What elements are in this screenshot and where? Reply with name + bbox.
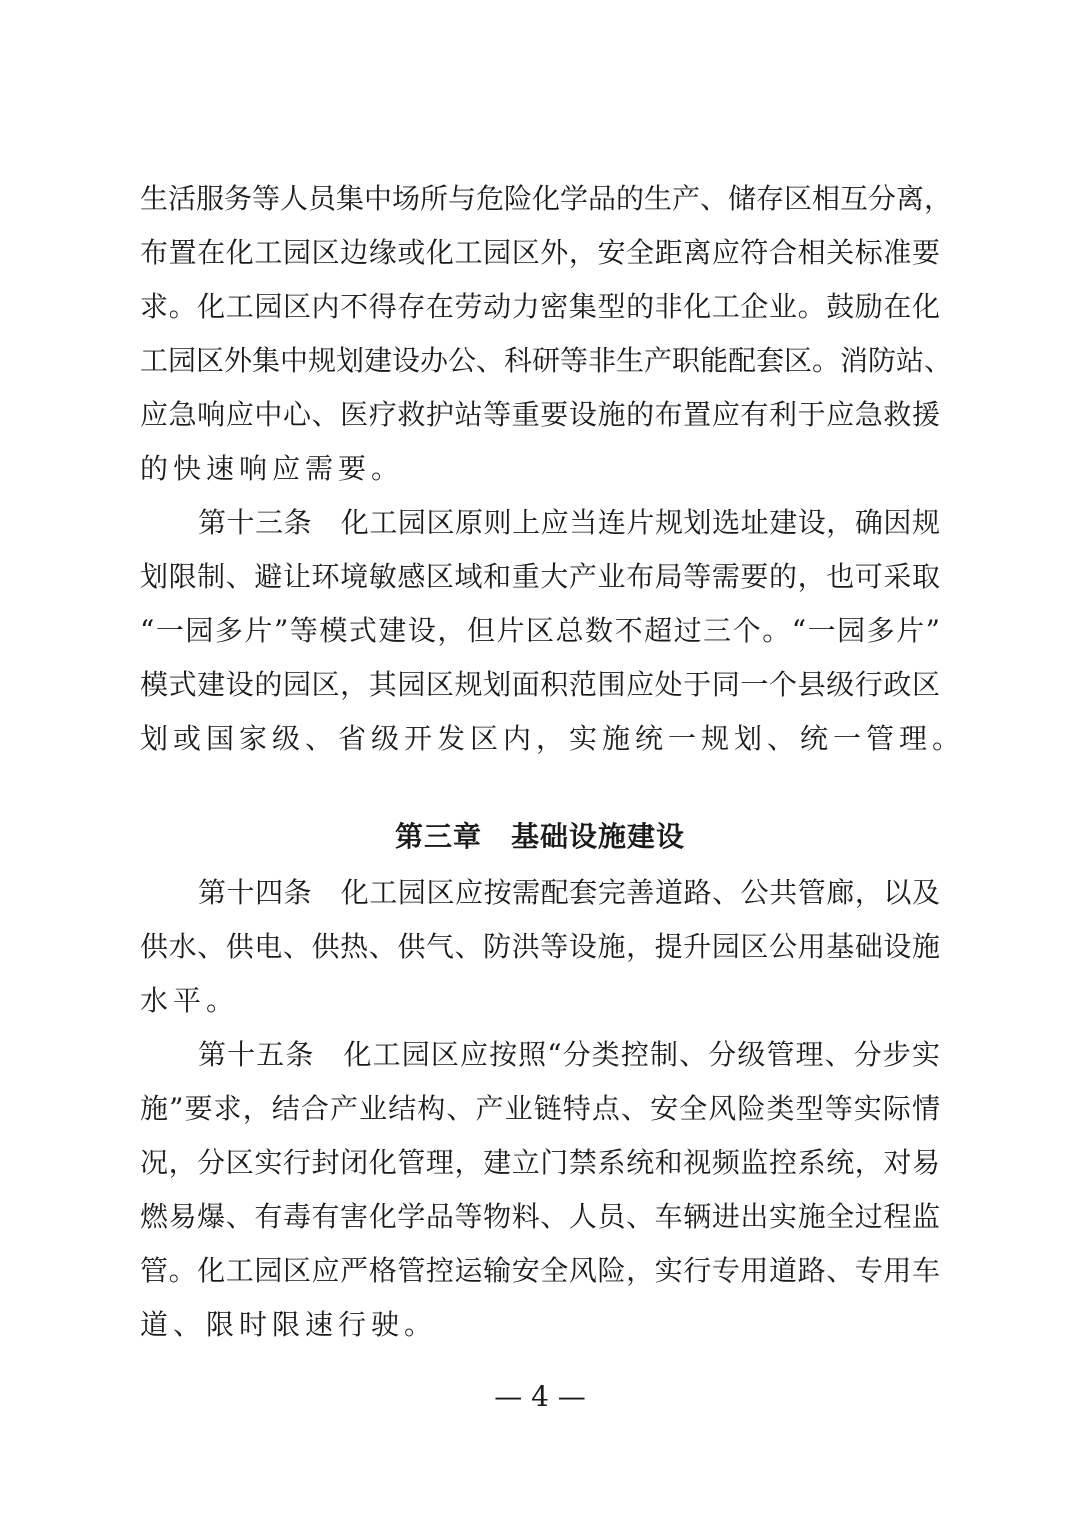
article-13-line-3: “一园多片”等模式建设，但片区总数不超过三个。“一园多片”: [140, 614, 940, 647]
article-13-line-4: 模式建设的园区，其园区规划面积范围应处于同一个县级行政区: [140, 668, 940, 701]
paragraph-a-line-5: 应急响应中心、医疗救护站等重要设施的布置应有利于应急救援: [140, 398, 940, 431]
article-15-line-3: 况，分区实行封闭化管理，建立门禁系统和视频监控系统，对易: [140, 1146, 940, 1179]
article-14-line-1: 第十四条 化工园区应按需配套完善道路、公共管廊，以及: [198, 876, 940, 909]
paragraph-a-line-2: 布置在化工园区边缘或化工园区外，安全距离应符合相关标准要: [140, 236, 940, 269]
page-number: — 4 —: [494, 1380, 586, 1413]
article-13-line-2: 划限制、避让环境敏感区域和重大产业布局等需要的，也可采取: [140, 560, 940, 593]
paragraph-a-line-3: 求。化工园区内不得存在劳动力密集型的非化工企业。鼓励在化: [140, 290, 940, 323]
article-15-line-5: 管。化工园区应严格管控运输安全风险，实行专用道路、专用车: [140, 1254, 940, 1287]
article-13-line-5: 划或国家级、省级开发区内，实施统一规划、统一管理。: [140, 722, 966, 755]
article-15-line-1: 第十五条 化工园区应按照“分类控制、分级管理、分步实: [198, 1038, 940, 1071]
article-15-line-2: 施”要求，结合产业结构、产业链特点、安全风险类型等实际情: [140, 1092, 940, 1125]
article-15-line-4: 燃易爆、有毒有害化学品等物料、人员、车辆进出实施全过程监: [140, 1200, 940, 1233]
article-13-line-1: 第十三条 化工园区原则上应当连片规划选址建设，确因规: [198, 506, 940, 539]
paragraph-a-line-4: 工园区外集中规划建设办公、科研等非生产职能配套区。消防站、: [140, 344, 953, 377]
article-15-line-6: 道、限时限速行驶。: [140, 1308, 438, 1341]
article-14-line-3: 水平。: [140, 984, 240, 1017]
chapter-title: 第三章 基础设施建设: [394, 820, 685, 853]
article-14-line-2: 供水、供电、供热、供气、防洪等设施，提升园区公用基础设施: [140, 930, 940, 963]
paragraph-a-line-1: 生活服务等人员集中场所与危险化学品的生产、储存区相互分离，: [140, 182, 953, 215]
paragraph-a-line-6: 的快速响应需要。: [140, 452, 405, 485]
